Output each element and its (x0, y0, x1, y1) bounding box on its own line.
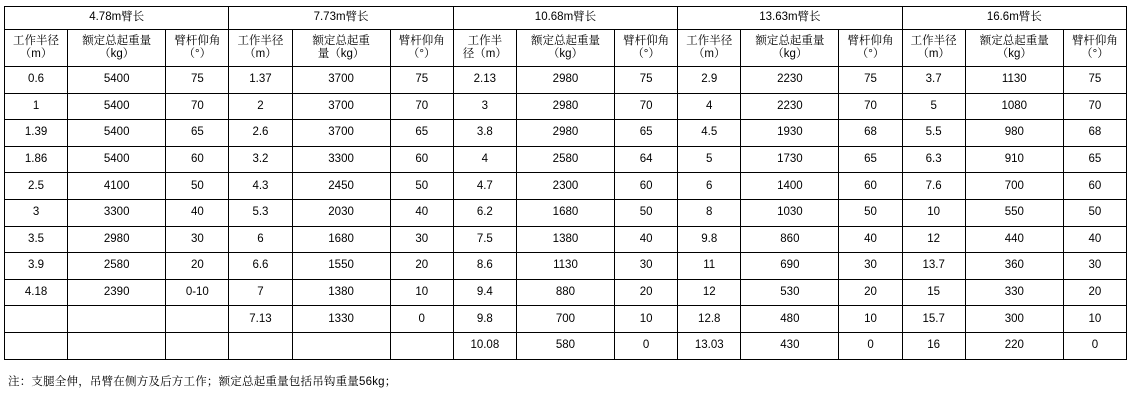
table-cell: 30 (839, 253, 902, 280)
table-cell: 2300 (516, 173, 614, 200)
table-cell: 3700 (292, 93, 390, 120)
column-header-line1: 臂杆仰角 (1071, 34, 1118, 47)
table-cell (5, 306, 68, 333)
column-header (615, 30, 678, 67)
table-cell: 9.8 (678, 226, 741, 253)
column-header (453, 30, 516, 67)
table-cell: 1030 (741, 199, 839, 226)
column-header-line1: 额定总起重量 (530, 34, 600, 47)
table-cell: 3300 (292, 146, 390, 173)
table-cell: 60 (1063, 173, 1126, 200)
column-header (166, 30, 229, 67)
table-cell: 9.8 (453, 306, 516, 333)
table-cell: 980 (965, 120, 1063, 147)
column-header-line1: 额定总起重量 (979, 34, 1049, 47)
table-cell: 50 (390, 173, 453, 200)
table-cell: 4.7 (453, 173, 516, 200)
table-cell: 860 (741, 226, 839, 253)
table-cell: 1730 (741, 146, 839, 173)
table-cell: 430 (741, 332, 839, 359)
column-header-line2: （kg） (547, 48, 584, 60)
table-cell: 700 (965, 173, 1063, 200)
table-cell: 220 (965, 332, 1063, 359)
table-cell: 1.39 (5, 120, 68, 147)
column-header-line1: 工作半径 (237, 34, 284, 47)
column-header (965, 30, 1063, 67)
column-header-line2: （kg） (772, 48, 808, 60)
column-header-line1: 额定总起重量 (82, 34, 152, 47)
table-cell: 60 (615, 173, 678, 200)
column-header-line2: （°） (632, 48, 660, 60)
table-cell: 60 (839, 173, 902, 200)
table-row (5, 120, 1127, 147)
table-cell (166, 332, 229, 359)
table-row (5, 253, 1127, 280)
table-cell: 5 (902, 93, 965, 120)
table-cell: 1680 (292, 226, 390, 253)
column-header-line1: 工作半径 (686, 34, 733, 47)
table-cell: 70 (390, 93, 453, 120)
table-cell: 2980 (516, 67, 614, 94)
table-cell: 6.2 (453, 199, 516, 226)
table-cell: 2580 (516, 146, 614, 173)
table-cell: 0 (1063, 332, 1126, 359)
table-cell: 2390 (68, 279, 166, 306)
table-cell: 2 (229, 93, 292, 120)
table-cell: 70 (615, 93, 678, 120)
table-cell: 10 (1063, 306, 1126, 333)
table-cell: 65 (839, 146, 902, 173)
table-cell: 40 (1063, 226, 1126, 253)
table-cell: 550 (965, 199, 1063, 226)
table-cell: 64 (615, 146, 678, 173)
table-cell: 6.6 (229, 253, 292, 280)
column-header-line1: 臂杆仰角 (847, 34, 894, 47)
table-cell: 5.5 (902, 120, 965, 147)
table-cell: 20 (839, 279, 902, 306)
table-cell: 5400 (68, 67, 166, 94)
table-cell: 10 (839, 306, 902, 333)
column-header-line1: 臂杆仰角 (174, 34, 221, 47)
table-cell: 3300 (68, 199, 166, 226)
column-header-line2: （°） (407, 48, 436, 60)
table-cell: 8.6 (453, 253, 516, 280)
table-cell: 75 (1063, 67, 1126, 94)
table-cell: 7 (229, 279, 292, 306)
column-header-line2: （°） (1081, 48, 1109, 60)
table-cell: 68 (1063, 120, 1126, 147)
table-cell: 50 (839, 199, 902, 226)
table-cell (229, 332, 292, 359)
table-cell (390, 332, 453, 359)
table-cell: 3.5 (5, 226, 68, 253)
table-row (5, 279, 1127, 306)
table-cell: 2230 (741, 93, 839, 120)
table-cell: 70 (1063, 93, 1126, 120)
table-row (5, 146, 1127, 173)
column-header (229, 30, 292, 67)
table-cell: 2.13 (453, 67, 516, 94)
table-cell: 1400 (741, 173, 839, 200)
column-header (292, 30, 390, 67)
column-header-line2: （°） (183, 48, 212, 60)
table-cell: 0-10 (166, 279, 229, 306)
column-header-line1: 工作半径 (910, 34, 957, 47)
column-header-line1: 工作半径 (13, 34, 60, 47)
table-cell: 16 (902, 332, 965, 359)
table-cell: 440 (965, 226, 1063, 253)
table-cell: 2980 (516, 93, 614, 120)
column-header-line1: 额定总起重 (312, 34, 370, 47)
table-cell: 10 (615, 306, 678, 333)
column-header-line2: （°） (856, 48, 885, 60)
table-cell: 700 (516, 306, 614, 333)
table-cell: 2.6 (229, 120, 292, 147)
column-header-line1: 额定总起重量 (755, 34, 825, 47)
column-header (390, 30, 453, 67)
table-cell: 2230 (741, 67, 839, 94)
table-cell: 75 (615, 67, 678, 94)
column-header-line2: 径（m） (462, 48, 507, 60)
table-cell: 6 (229, 226, 292, 253)
table-cell: 9.4 (453, 279, 516, 306)
chart-note: 注：支腿全伸，吊臂在侧方及后方工作；额定总起重量包括吊钩重量56kg； (8, 375, 397, 388)
table-cell: 0 (615, 332, 678, 359)
column-header-row (5, 30, 1127, 67)
table-row (5, 226, 1127, 253)
table-cell: 65 (1063, 146, 1126, 173)
table-cell: 4.5 (678, 120, 741, 147)
table-cell: 0 (839, 332, 902, 359)
table-cell: 40 (839, 226, 902, 253)
table-cell: 1330 (292, 306, 390, 333)
column-header (839, 30, 902, 67)
table-cell: 530 (741, 279, 839, 306)
table-cell: 13.7 (902, 253, 965, 280)
column-header (516, 30, 614, 67)
table-cell: 30 (615, 253, 678, 280)
crane-load-chart-table (4, 6, 1127, 360)
column-header-line2: （m） (692, 48, 726, 60)
table-cell (5, 332, 68, 359)
table-cell: 7.13 (229, 306, 292, 333)
table-cell: 15.7 (902, 306, 965, 333)
table-cell: 2450 (292, 173, 390, 200)
table-cell: 1.86 (5, 146, 68, 173)
table-cell: 40 (166, 199, 229, 226)
table-cell: 12.8 (678, 306, 741, 333)
table-cell: 0 (390, 306, 453, 333)
table-cell: 8 (678, 199, 741, 226)
table-cell: 910 (965, 146, 1063, 173)
column-header-line2: （m） (917, 48, 950, 60)
table-body (5, 7, 1127, 360)
table-cell: 5.3 (229, 199, 292, 226)
table-row (5, 332, 1127, 359)
table-cell: 1130 (516, 253, 614, 280)
table-cell: 10.08 (453, 332, 516, 359)
boom-length-group-header: 7.73m臂长 (229, 7, 453, 30)
table-cell: 580 (516, 332, 614, 359)
table-cell: 4 (453, 146, 516, 173)
table-cell: 3.9 (5, 253, 68, 280)
table-row (5, 67, 1127, 94)
table-cell: 65 (615, 120, 678, 147)
column-header (902, 30, 965, 67)
column-header (1063, 30, 1126, 67)
table-cell: 4 (678, 93, 741, 120)
table-cell: 10 (390, 279, 453, 306)
table-cell: 7.5 (453, 226, 516, 253)
table-cell: 50 (615, 199, 678, 226)
boom-length-group-header: 13.63m臂长 (678, 7, 902, 30)
table-cell: 360 (965, 253, 1063, 280)
column-header (68, 30, 166, 67)
table-cell: 1380 (292, 279, 390, 306)
table-cell: 4.3 (229, 173, 292, 200)
table-cell: 1080 (965, 93, 1063, 120)
table-cell: 20 (166, 253, 229, 280)
table-cell: 5400 (68, 93, 166, 120)
table-cell: 30 (390, 226, 453, 253)
table-cell: 0.6 (5, 67, 68, 94)
table-cell: 5 (678, 146, 741, 173)
table-cell: 2030 (292, 199, 390, 226)
table-cell: 2.9 (678, 67, 741, 94)
table-row (5, 199, 1127, 226)
table-cell: 12 (678, 279, 741, 306)
table-cell: 60 (166, 146, 229, 173)
table-cell: 1930 (741, 120, 839, 147)
column-header-line2: 量（kg） (317, 48, 365, 60)
table-cell: 1380 (516, 226, 614, 253)
table-cell: 50 (166, 173, 229, 200)
table-cell: 30 (1063, 253, 1126, 280)
table-cell (68, 306, 166, 333)
table-cell (292, 332, 390, 359)
column-header-line2: （m） (19, 48, 53, 60)
table-cell: 12 (902, 226, 965, 253)
table-cell: 3 (453, 93, 516, 120)
table-cell: 3700 (292, 67, 390, 94)
boom-length-group-header: 10.68m臂长 (453, 7, 677, 30)
column-header-line1: 臂杆仰角 (623, 34, 670, 47)
table-cell: 1 (5, 93, 68, 120)
table-cell: 3.7 (902, 67, 965, 94)
column-header-line1: 臂杆仰角 (398, 34, 445, 47)
table-cell: 20 (615, 279, 678, 306)
table-cell: 2980 (516, 120, 614, 147)
table-cell: 1680 (516, 199, 614, 226)
table-cell (166, 306, 229, 333)
table-cell: 5400 (68, 146, 166, 173)
table-cell: 2.5 (5, 173, 68, 200)
table-cell: 6 (678, 173, 741, 200)
table-cell: 5400 (68, 120, 166, 147)
boom-length-group-header: 4.78m臂长 (5, 7, 229, 30)
column-header-line2: （kg） (996, 48, 1032, 60)
table-cell: 15 (902, 279, 965, 306)
table-cell: 480 (741, 306, 839, 333)
table-row (5, 93, 1127, 120)
table-cell: 2580 (68, 253, 166, 280)
table-cell: 6.3 (902, 146, 965, 173)
table-cell: 690 (741, 253, 839, 280)
column-header-line2: （kg） (99, 48, 135, 60)
table-cell: 11 (678, 253, 741, 280)
table-cell: 68 (839, 120, 902, 147)
column-header-line2: （m） (244, 48, 277, 60)
table-cell: 1550 (292, 253, 390, 280)
table-cell: 30 (166, 226, 229, 253)
table-cell: 13.03 (678, 332, 741, 359)
column-header (5, 30, 68, 67)
table-cell: 300 (965, 306, 1063, 333)
table-cell: 75 (390, 67, 453, 94)
table-cell: 70 (839, 93, 902, 120)
boom-length-group-header: 16.6m臂长 (902, 7, 1126, 30)
table-row (5, 173, 1127, 200)
table-cell: 65 (166, 120, 229, 147)
table-cell: 1130 (965, 67, 1063, 94)
table-row (5, 306, 1127, 333)
table-cell: 3.2 (229, 146, 292, 173)
table-cell: 3.8 (453, 120, 516, 147)
table-cell: 75 (839, 67, 902, 94)
column-header (678, 30, 741, 67)
boom-length-group-row (5, 7, 1127, 30)
table-cell: 10 (902, 199, 965, 226)
table-cell: 65 (390, 120, 453, 147)
table-cell: 4.18 (5, 279, 68, 306)
table-cell: 70 (166, 93, 229, 120)
table-cell: 75 (166, 67, 229, 94)
table-cell: 1.37 (229, 67, 292, 94)
table-cell: 3700 (292, 120, 390, 147)
table-cell: 20 (390, 253, 453, 280)
table-cell: 880 (516, 279, 614, 306)
table-cell: 40 (390, 199, 453, 226)
table-cell: 20 (1063, 279, 1126, 306)
table-cell: 3 (5, 199, 68, 226)
column-header-line1: 工作半 (467, 34, 503, 47)
table-cell (68, 332, 166, 359)
table-cell: 4100 (68, 173, 166, 200)
table-cell: 2980 (68, 226, 166, 253)
table-cell: 50 (1063, 199, 1126, 226)
table-cell: 7.6 (902, 173, 965, 200)
table-cell: 330 (965, 279, 1063, 306)
table-cell: 40 (615, 226, 678, 253)
table-cell: 60 (390, 146, 453, 173)
column-header (741, 30, 839, 67)
